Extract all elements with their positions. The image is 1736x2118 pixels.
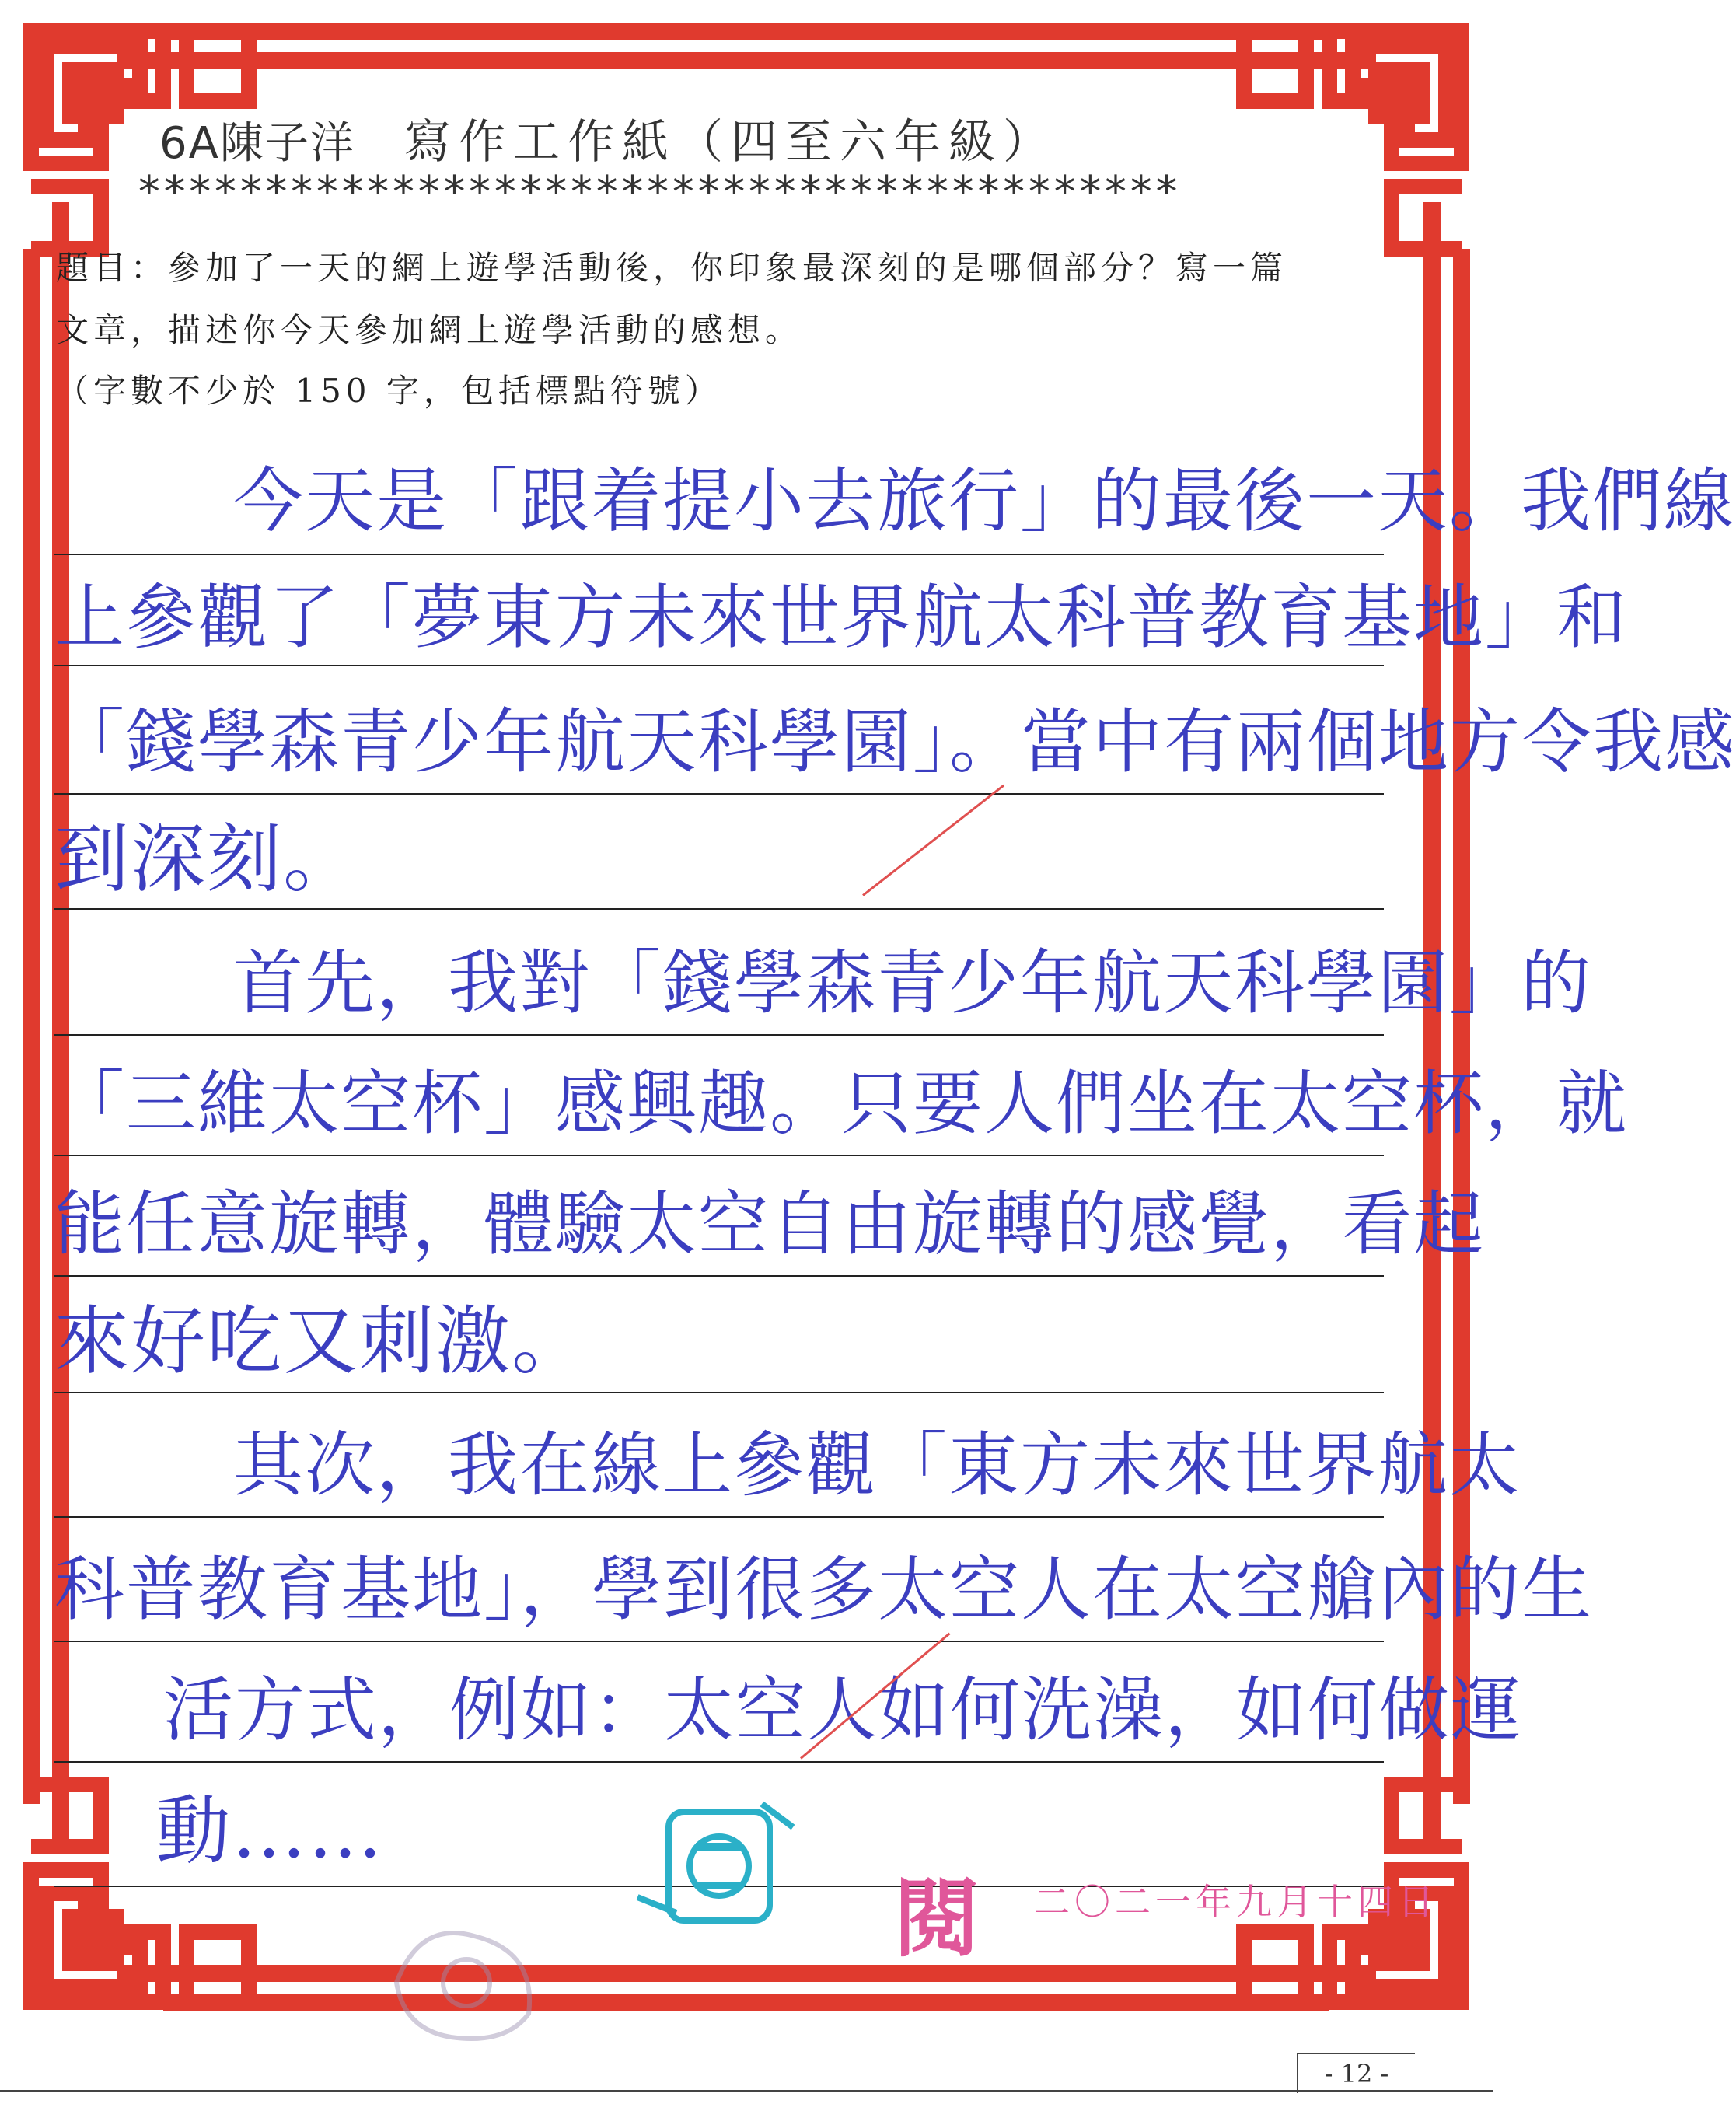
essay-line: 活方式，例如：太空人如何洗澡，如何做運	[163, 1669, 1522, 1751]
ruled-line	[54, 1155, 1384, 1156]
worksheet-title: 寫作工作紙（四至六年級）	[404, 115, 1057, 170]
ruled-line	[54, 1275, 1384, 1277]
essay-line: 首先，我對「錢學森青少年航天科學園」的	[233, 942, 1592, 1024]
read-date: 二〇二一年九月十四日	[1034, 1881, 1438, 1923]
faint-stamp-icon	[373, 1905, 560, 2053]
prompt-line-3: （字數不少於 150 字，包括標點符號）	[56, 372, 722, 410]
essay-line: 上參觀了「夢東方未來世界航太科普教育基地」和	[54, 577, 1628, 659]
ruled-line	[54, 1641, 1384, 1642]
essay-line: 科普教育基地」，學到很多太空人在太空艙內的生	[54, 1549, 1593, 1630]
prompt-line-1: 題目：參加了一天的網上遊學活動後，你印象最深刻的是哪個部分？寫一篇	[56, 249, 1288, 287]
read-stamp: 閱	[894, 1868, 980, 1969]
ruled-line	[54, 1392, 1384, 1393]
essay-line: 到深刻。	[54, 816, 359, 903]
page-number: - 12 -	[1297, 2053, 1415, 2093]
essay-line: 「錢學森青少年航天科學園」。當中有兩個地方令我感	[54, 701, 1736, 783]
essay-line: 動……	[155, 1788, 384, 1875]
bottom-rule	[0, 2090, 1493, 2092]
ruled-line	[54, 1516, 1384, 1518]
essay-line: 其次，我在線上參觀「東方未來世界航太	[233, 1424, 1521, 1506]
essay-line: 能任意旋轉，體驗太空自由旋轉的感覺，看起	[54, 1183, 1485, 1265]
star-divider: *****************************************	[136, 167, 1179, 218]
ruled-line	[54, 1034, 1384, 1036]
ruled-line	[54, 554, 1384, 555]
essay-line: 「三維太空杯」感興趣。只要人們坐在太空杯，就	[54, 1063, 1628, 1145]
essay-line: 來好吃又刺激。	[54, 1298, 588, 1385]
essay-line: 今天是「跟着提小去旅行」的最後一天。我們線	[233, 460, 1735, 542]
ruled-line	[54, 908, 1384, 910]
student-name: 6A陳子洋	[159, 118, 355, 169]
prompt-line-2: 文章，描述你今天參加網上遊學活動的感想。	[56, 311, 803, 349]
ruled-line	[54, 793, 1384, 795]
school-stamp-icon	[622, 1781, 809, 1952]
ruled-line	[54, 665, 1384, 666]
ruled-line	[54, 1761, 1384, 1763]
